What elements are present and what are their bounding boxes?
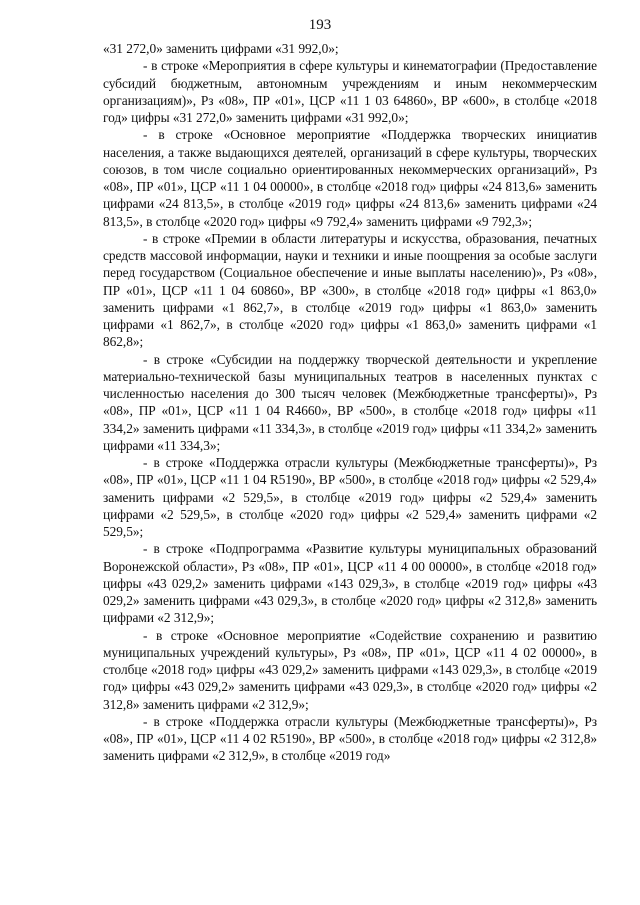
document-body	[103, 40, 597, 765]
paragraph: «31 272,0» заменить цифрами «31 992,0»;	[103, 41, 339, 56]
paragraph: - в строке «Премии в области литературы и искусства, образования, печатных средств массовой информации, науки и техники и иные поощрения за особые заслуги перед государством (Социальное обеспечение и иные выплаты населению)», Рз «08», ПР «01», ЦСР «11 1 04 60860», ВР «300», в столбце «2018 год» цифры «1 863,0» заменить цифрами «1 862,7», в столбце «2019 год» цифры «1 863,0» заменить цифрами «1 862,7», в столбце «2020 год» цифры «1 863,0» заменить цифрами «1 862,8»;	[103, 230, 597, 350]
paragraph: - в строке «Основное мероприятие «Содействие сохранению и развитию муниципальных учреждений культуры», Рз «08», ПР «01», ЦСР «11 4 02 00000», в столбце «2018 год» цифры «43 029,2» заменить цифрами «143 029,3», в столбце «2019 год» цифры «43 029,2» заменить цифрами «43 029,3», в столбце «2020 год» цифры «2 312,8» заменить цифрами «2 312,9»;	[103, 627, 597, 712]
paragraph: - в строке «Основное мероприятие «Поддержка творческих инициатив населения, а также выдающихся деятелей, организаций в сфере культуры, творческих союзов, в том числе социально ориентированных некоммерческих организаций», Рз «08», ПР «01», ЦСР «11 1 04 00000», в столбце «2018 год» цифры «24 813,6» заменить цифрами «24 813,5», в столбце «2019 год» цифры «24 813,6» заменить цифрами «24 813,5», в столбце «2020 год» цифры «9 792,4» заменить цифрами «9 792,3»;	[103, 127, 597, 229]
paragraph: - в строке «Поддержка отрасли культуры (Межбюджетные трансферты)», Рз «08», ПР «01», ЦСР «11 4 02 R5190», ВР «500», в столбце «2018 год» цифры «2 312,8» заменить цифрами «2 312,9», в столбце «2019 год»	[103, 713, 597, 764]
page-number: 193	[308, 17, 332, 33]
paragraph: - в строке «Поддержка отрасли культуры (Межбюджетные трансферты)», Рз «08», ПР «01», ЦСР «11 1 04 R5190», ВР «500», в столбце «2018 год» цифры «2 529,4» заменить цифрами «2 529,5», в столбце «2019 год» цифры «2 529,4» заменить цифрами «2 529,5», в столбце «2020 год» цифры «2 529,4» заменить цифрами «2 529,5»;	[103, 455, 597, 539]
paragraph: - в строке «Субсидии на поддержку творческой деятельности и укрепление материально-технической базы муниципальных театров в населенных пунктах с численностью населения до 300 тысяч человек (Межбюджетные трансферты)», Рз «08», ПР «01», ЦСР «11 1 04 R4660», ВР «500», в столбце «2018 год» цифры «11 334,2» заменить цифрами «11 334,3», в столбце «2019 год» цифры «11 334,2» заменить цифрами «11 334,3»;	[103, 351, 597, 453]
paragraph: - в строке «Мероприятия в сфере культуры и кинематографии (Предоставление субсидий бюджетным, автономным учреждениям и иным некоммерческим организациям)», Рз «08», ПР «01», ЦСР «11 1 03 64860», ВР «600», в столбце «2018 год» цифры «31 272,0» заменить цифрами «31 992,0»;	[103, 58, 597, 125]
paragraph: - в строке «Подпрограмма «Развитие культуры муниципальных образований Воронежской области», Рз «08», ПР «01», ЦСР «11 4 00 00000», в столбце «2018 год» цифры «43 029,2» заменить цифрами «143 029,3», в столбце «2019 год» цифры «43 029,2» заменить цифрами «43 029,3», в столбце «2020 год» цифры «2 312,8» заменить цифрами «2 312,9»;	[103, 541, 597, 626]
